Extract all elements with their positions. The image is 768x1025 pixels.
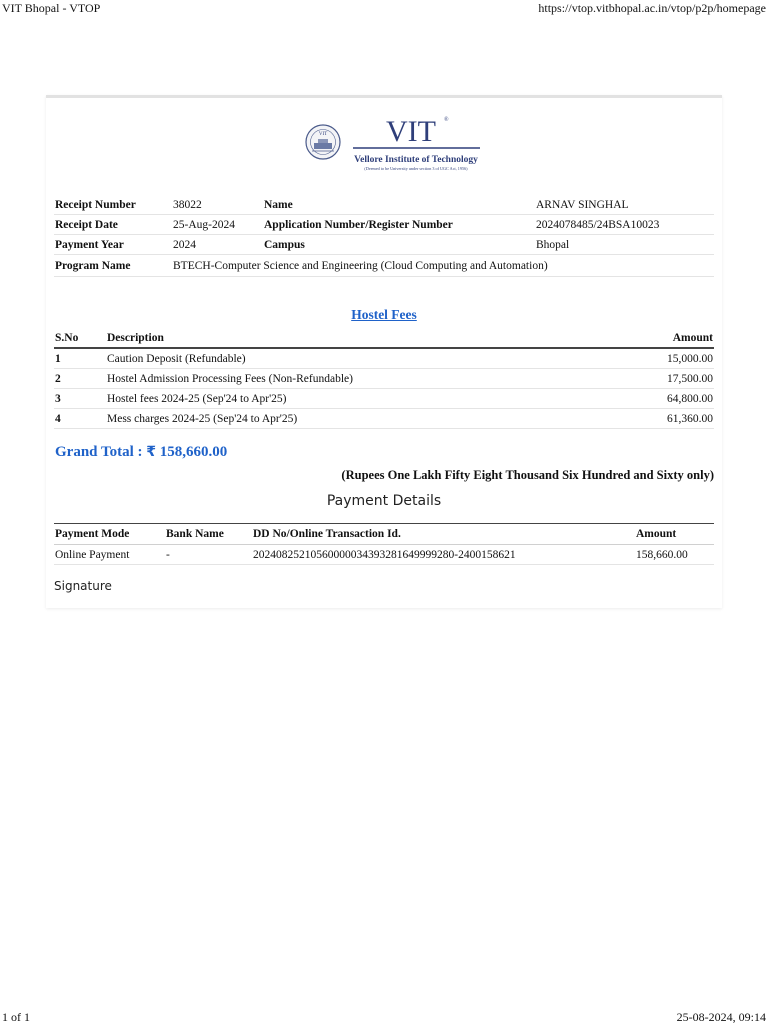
col-description: Description — [106, 328, 604, 348]
application-number-label: Application Number/Register Number — [263, 215, 535, 235]
row-sno: 3 — [54, 389, 106, 409]
table-row — [54, 348, 714, 369]
svg-text:®: ® — [444, 117, 449, 123]
table-row — [54, 255, 714, 277]
col-amount: Amount — [604, 328, 714, 348]
logo-institute-name: Vellore Institute of Technology — [354, 155, 478, 165]
rupee-icon: ₹ — [146, 444, 157, 460]
campus: Bhopal — [535, 235, 714, 255]
logo-wordmark: VIT — [386, 115, 436, 148]
table-row — [54, 409, 714, 429]
student-name: ARNAV SINGHAL — [535, 195, 714, 215]
vit-seal-icon — [306, 125, 340, 159]
transaction-id: 20240825210560000034393281649999280-2400158621 — [252, 545, 635, 565]
page-count: 1 of 1 — [2, 1010, 30, 1024]
row-description: Caution Deposit (Refundable) — [106, 348, 604, 369]
program-name: BTECH-Computer Science and Engineering (Cloud Computing and Automation) — [172, 255, 714, 277]
vit-logo — [304, 110, 482, 174]
col-transaction-id: DD No/Online Transaction Id. — [252, 524, 635, 545]
receipt-number-label: Receipt Number — [54, 195, 172, 215]
row-sno: 1 — [54, 348, 106, 369]
row-description: Hostel fees 2024-25 (Sep'24 to Apr'25) — [106, 389, 604, 409]
payment-year-label: Payment Year — [54, 235, 172, 255]
print-header — [0, 0, 768, 16]
table-header-row — [54, 524, 714, 545]
print-footer — [0, 1009, 768, 1025]
row-description: Mess charges 2024-25 (Sep'24 to Apr'25) — [106, 409, 604, 429]
col-sno: S.No — [54, 328, 106, 348]
row-amount: 61,360.00 — [604, 409, 714, 429]
program-name-label: Program Name — [54, 255, 172, 277]
row-description: Hostel Admission Processing Fees (Non-Refundable) — [106, 369, 604, 389]
receipt-info-table — [54, 195, 714, 277]
table-row — [54, 195, 714, 215]
campus-label: Campus — [263, 235, 535, 255]
hostel-fees-title[interactable]: Hostel Fees — [351, 307, 417, 322]
amount-in-words: (Rupees One Lakh Fifty Eight Thousand Six Hundred and Sixty only) — [341, 468, 714, 482]
print-page-title: VIT Bhopal - VTOP — [2, 1, 101, 15]
col-payment-mode: Payment Mode — [54, 524, 165, 545]
payment-amount: 158,660.00 — [635, 545, 714, 565]
receipt-number: 38022 — [172, 195, 263, 215]
col-amount: Amount — [635, 524, 714, 545]
row-sno: 2 — [54, 369, 106, 389]
name-label: Name — [263, 195, 535, 215]
svg-text:VIT: VIT — [318, 132, 328, 137]
payment-year: 2024 — [172, 235, 263, 255]
bank-name: - — [165, 545, 252, 565]
payment-mode: Online Payment — [54, 545, 165, 565]
signature-label: Signature — [54, 579, 112, 593]
table-header-row — [54, 328, 714, 348]
row-amount: 64,800.00 — [604, 389, 714, 409]
print-url: https://vtop.vitbhopal.ac.in/vtop/p2p/homepage — [538, 1, 766, 15]
grand-total-label: Grand Total : — [55, 444, 143, 460]
payment-details-title: Payment Details — [326, 493, 442, 509]
grand-total — [55, 444, 227, 461]
row-sno: 4 — [54, 409, 106, 429]
payment-details-table — [54, 523, 714, 565]
receipt-date-label: Receipt Date — [54, 215, 172, 235]
table-row — [54, 215, 714, 235]
table-row — [54, 389, 714, 409]
print-datetime: 25-08-2024, 09:14 — [676, 1010, 766, 1024]
hostel-fees-table — [54, 328, 714, 429]
receipt-sheet — [46, 95, 722, 608]
table-row — [54, 235, 714, 255]
logo-tagline: (Deemed to be University under section 3 of UGC Act, 1956) — [364, 166, 468, 171]
receipt-date: 25-Aug-2024 — [172, 215, 263, 235]
table-row — [54, 369, 714, 389]
grand-total-value: 158,660.00 — [159, 444, 228, 460]
row-amount: 15,000.00 — [604, 348, 714, 369]
application-number: 2024078485/24BSA10023 — [535, 215, 714, 235]
col-bank-name: Bank Name — [165, 524, 252, 545]
table-row — [54, 545, 714, 565]
row-amount: 17,500.00 — [604, 369, 714, 389]
